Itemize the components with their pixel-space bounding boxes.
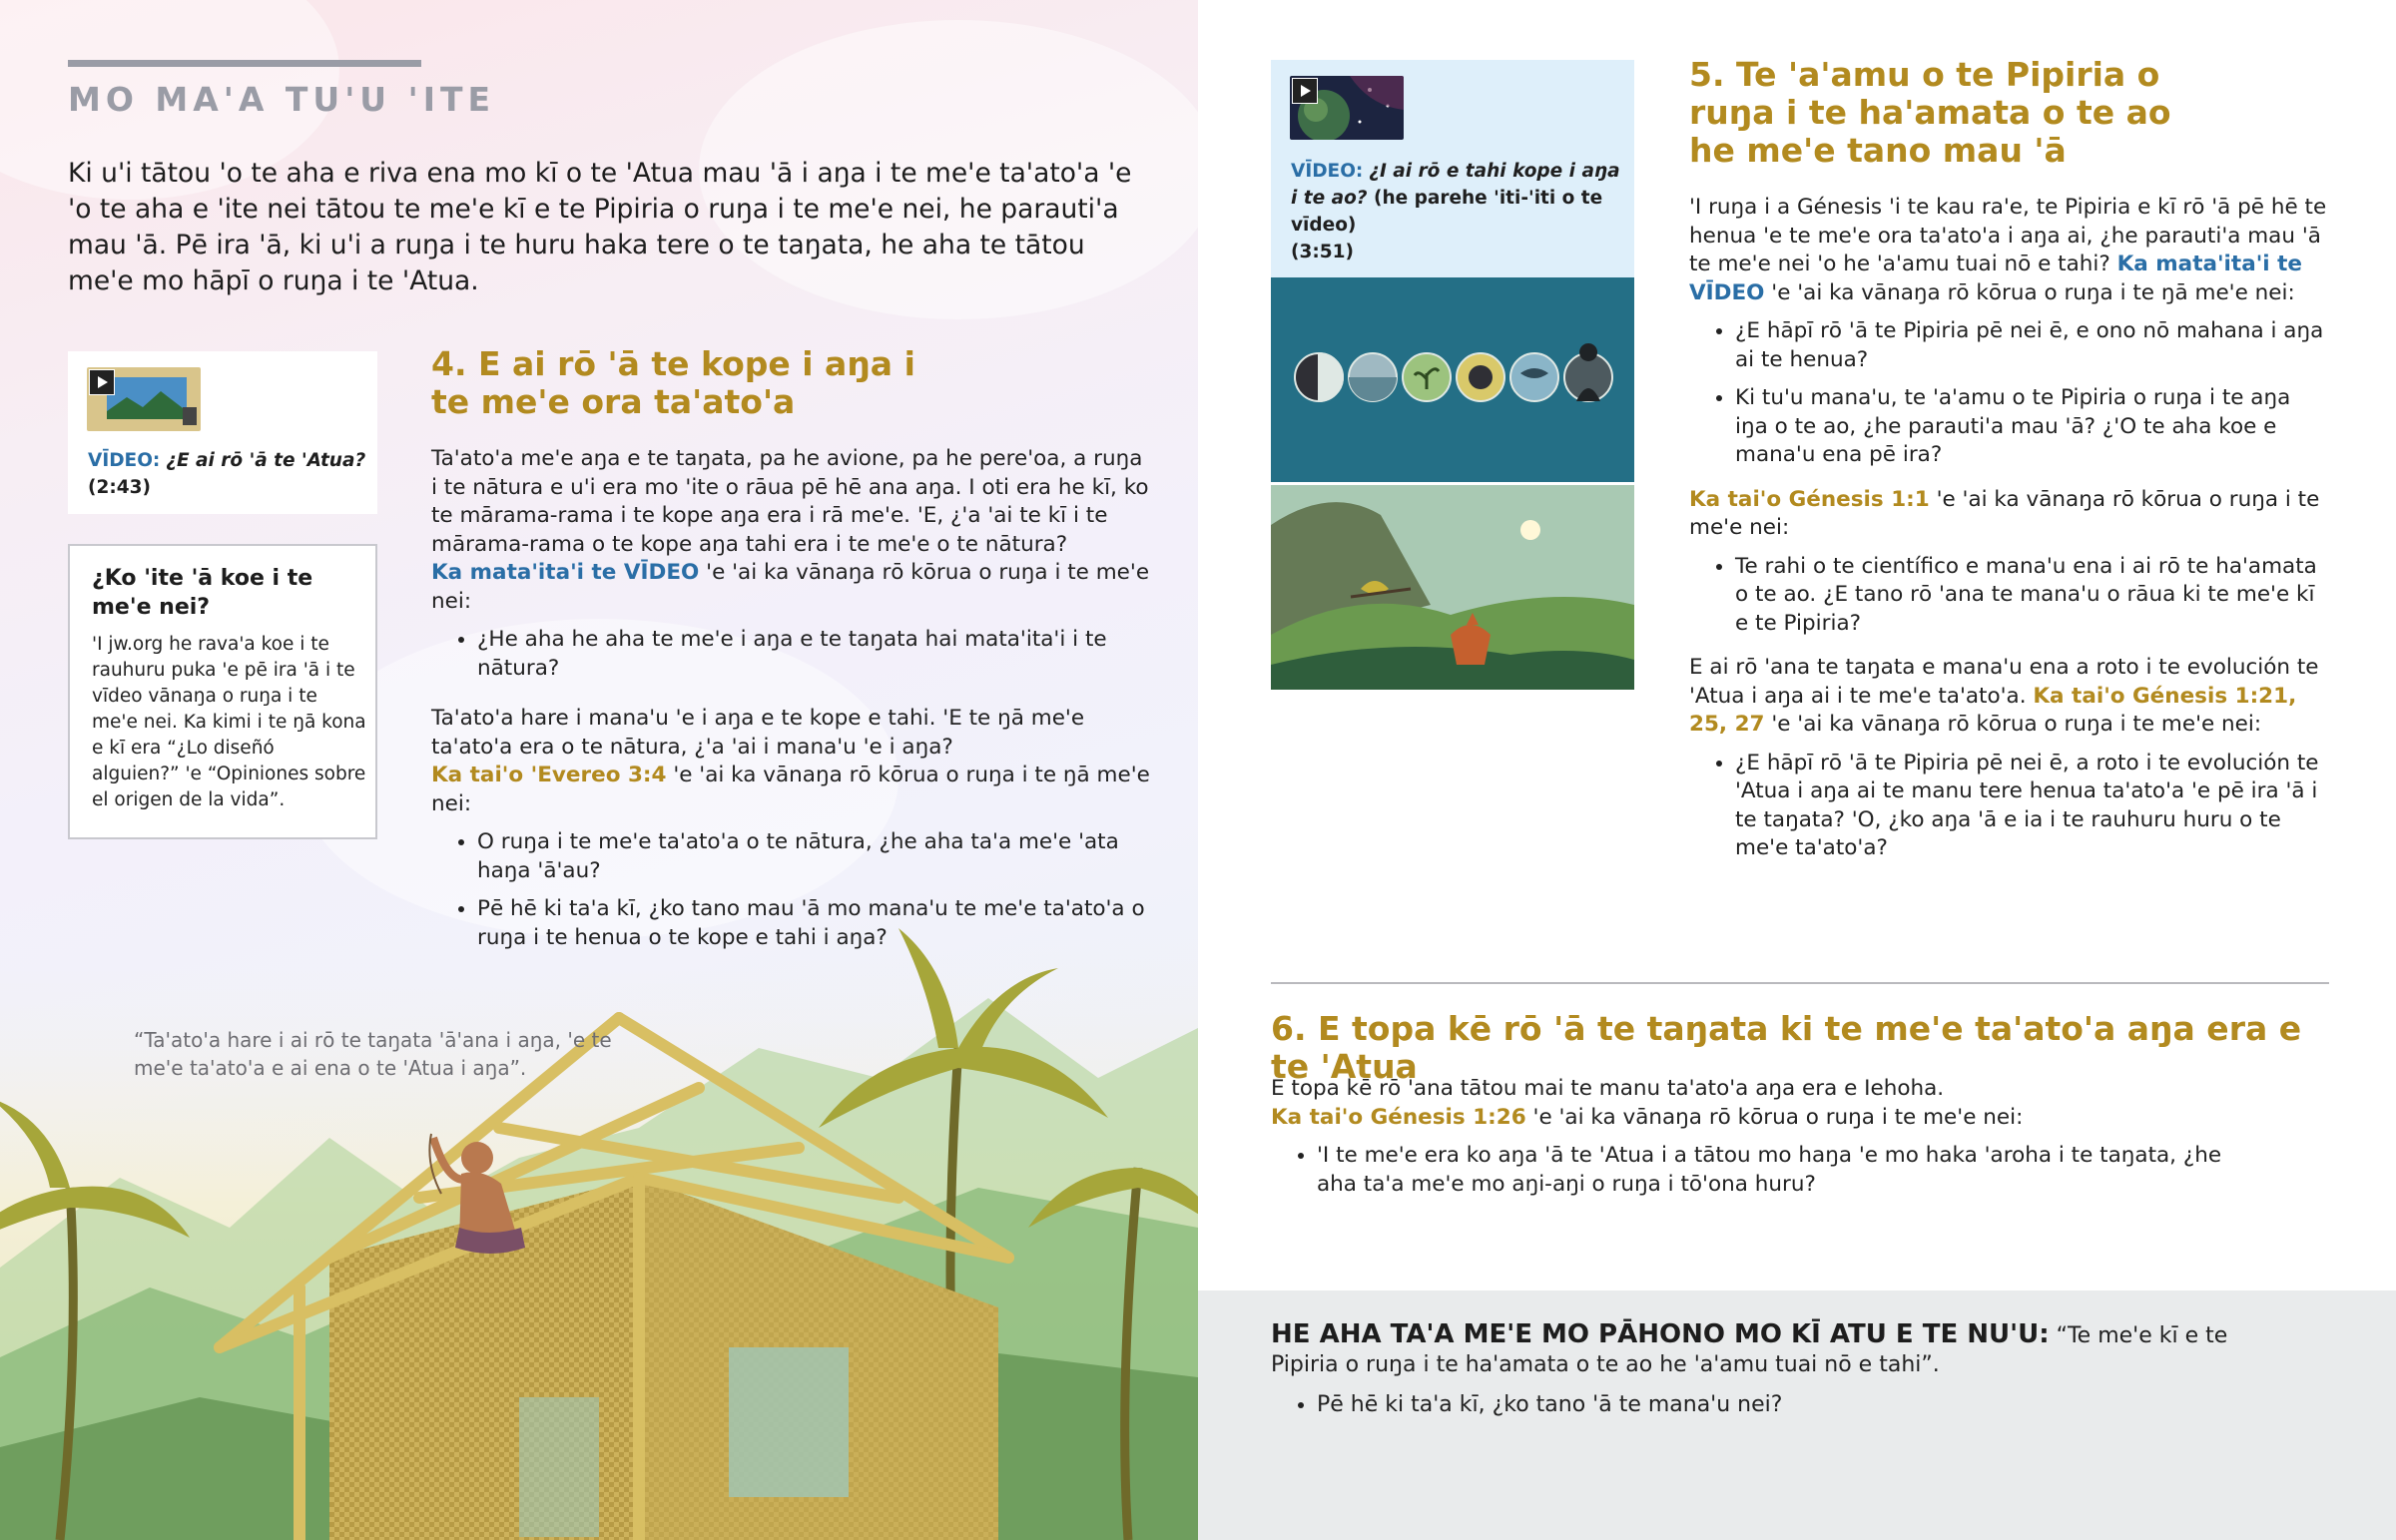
scripture-link-genesis-1-26[interactable]: Ka tai'o Génesis 1:26 [1271,1104,1526,1130]
section-5-paragraph-1-tail: 'e 'ai ka vānaŋa rō kōrua o ruŋa i te ŋā me'e nei: [1764,279,2295,305]
video-title: ¿E ai rō 'ā te 'Atua? [166,450,366,471]
question-item: • O ruŋa i te me'e ta'ato'a o te nātura, ¿he aha ta'a me'e 'ata haŋa 'ā'au? [477,828,1150,885]
watch-video-link[interactable]: Ka mata'ita'i te VĪDEO [431,560,700,585]
section-4-paragraph-2: Ta'ato'a hare i mana'u 'e i aŋa e te kope e tahi. 'E te ŋā me'e ta'ato'a era o te nātura, ¿'a 'ai i mana'u 'e i aŋa? [431,706,1085,760]
question-item: • ¿E hāpī rō 'ā te Pipiria pē nei ē, e ono nō mahana i aŋa ai te henua? [1735,317,2328,374]
section-6-body [1271,1075,2249,1209]
what-would-you-say-box [1198,1290,2396,1540]
question-item: • ¿E hāpī rō 'ā te Pipiria pē nei ē, a roto i te evolución te 'Atua i aŋa ai te manu tere henua ta'ato'a 'e pē ira 'ā i te taŋata? 'O, ¿ko aŋa 'ā e ia i te rauhuru huru o te me'e ta'ato'a? [1735,750,2328,863]
section-5-paragraph-3-tail: 'e 'ai ka vānaŋa rō kōrua o ruŋa i te me'e nei: [1764,712,2262,737]
scripture-link-genesis-1-21[interactable]: Ka tai'o Génesis 1:21, 25, 27 [1689,683,2297,737]
footer-heading: HE AHA TA'A ME'E MO PĀHONO MO KĪ ATU E TE NU'U: [1271,1319,2050,1349]
section-4-questions-1 [431,626,1150,683]
aside-title: ¿Ko 'ite 'ā koe i te me'e nei? [92,566,313,620]
did-you-know-box [68,544,377,839]
video-thumbnail[interactable] [87,367,201,431]
section-4-paragraph-1: Ta'ato'a me'e aŋa e te taŋata, pa he avione, pa he pere'oa, a ruŋa i te nātura e u'i era mo 'ite o rāua pē hē ana aŋa. I oti era he kī, ko te mārama-rama i te kope aŋa era i rā me'e. 'E, ¿'a 'ai te kī i te mārama-rama o te kope aŋa tahi era i te me'e o te nātura? [431,446,1149,557]
section-5-questions-3 [1689,750,2328,863]
video-label [88,447,367,501]
illustration-caption: “Ta'ato'a hare i ai rō te taŋata 'ā'ana i aŋa, 'e te me'e ta'ato'a e ai ena o te 'Atua i aŋa”. [134,1028,612,1080]
video-card-was-universe-created[interactable] [1271,60,1634,277]
footer-text [1271,1320,2279,1420]
section-4-paragraph-2-tail: 'e 'ai ka vānaŋa rō kōrua o ruŋa i te ŋā me'e nei: [431,763,1150,816]
play-icon[interactable] [1292,78,1318,104]
video-tag: VĪDEO: [1291,161,1364,182]
section-5-paragraph-3: E ai rō 'ana te taŋata e mana'u ena a roto i te evolución te 'Atua i aŋa ai i te me'e ta'ato'a. [1689,655,2319,709]
question-item: • ¿He aha he aha te me'e i aŋa e te taŋata hai mata'ita'i i te nātura? [477,626,1150,683]
question-item: • Ki tu'u mana'u, te 'a'amu o te Pipiria o ruŋa i te aŋa iŋa o te ao, ¿he parauti'a mau 'ā? ¿'O te aha koe e mana'u ena pē ira? [1735,384,2328,470]
question-item: • Te rahi o te científico e mana'u ena i ai rō te ha'amata o te ao. ¿E tano rō 'ana te mana'u o rāua ki te me'e kī e te Pipiria? [1735,553,2328,639]
video-thumbnail[interactable] [1290,76,1404,140]
footer-quote: “Te me'e kī e te Pipiria o ruŋa i te ha'amata o te ao he 'a'amu tuai nō e tahi”. [1271,1323,2228,1377]
kicker-rule [68,60,421,67]
aside-body: 'I jw.org he rava'a koe i te rauhuru puka 'e pē ira 'ā i te vīdeo vānaŋa o ruŋa i te me'e nei. Ka kimi i te ŋā kona e kī era “¿Lo diseñó alguien?” 'e “Opiniones sobre el origen de la vida”. [92,634,366,810]
section-6-paragraph-1-tail: 'e 'ai ka vānaŋa rō kōrua o ruŋa i te me'e nei: [1525,1104,2024,1130]
nature-fox-bird-illustration [1271,485,1634,690]
play-icon[interactable] [89,369,115,395]
video-duration: (3:51) [1291,242,1354,262]
section-4-body [431,445,1150,962]
question-item: • 'I te me'e era ko aŋa 'ā te 'Atua i a tātou mo haŋa 'e mo haka 'aroha i te taŋata, ¿he aha ta'a me'e mo aŋi-aŋi o ruŋa i tō'ona huru? [1317,1142,2249,1199]
video-note: (he parehe 'iti-'iti o te vīdeo) [1291,188,1603,236]
video-label [1291,158,1630,265]
question-item: • Pē hē ki ta'a kī, ¿ko tano 'ā te mana'u nei? [1317,1391,2279,1420]
watch-video-link[interactable]: Ka mata'ita'i te VĪDEO [1689,252,2303,305]
section-4-questions-2 [431,828,1150,952]
video-title: ¿I ai rō e tahi kope i aŋa i te ao? [1291,161,1620,209]
video-card-does-god-exist[interactable] [68,351,377,514]
scripture-link-hebrews-3-4[interactable]: Ka tai'o 'Evereo 3:4 [431,763,667,787]
section-4-paragraph-1-tail: 'e 'ai ka vānaŋa rō kōrua o ruŋa i te me'e nei: [431,560,1150,614]
section-5-paragraph-2-tail: 'e 'ai ka vānaŋa rō kōrua o ruŋa i te me'e nei: [1689,486,2320,540]
section-5-questions-2 [1689,553,2328,639]
section-divider [1271,982,2329,984]
video-duration: (2:43) [88,477,151,498]
scripture-link-genesis-1-1[interactable]: Ka tai'o Génesis 1:1 [1689,486,1930,512]
video-tag: VĪDEO: [88,450,161,471]
footer-questions [1271,1391,2279,1420]
section-5-title: 5. Te 'a'amu o te Pipiria o ruŋa i te ha'amata o te ao he me'e tano mau 'ā [1689,55,2171,170]
section-4-title: 4. E ai rō 'ā te kope i aŋa i te me'e ora ta'ato'a [431,344,915,421]
intro-paragraph: Ki u'i tātou 'o te aha e riva ena mo kī o te 'Atua mau 'ā i aŋa i te me'e ta'ato'a 'e 'o te aha e 'ite nei tātou te me'e kī e te Pipiria o ruŋa i te me'e nei, he parauti'a mau 'ā. Pē ira 'ā, ki u'i a ruŋa i te huru haka tere o te taŋata, he aha te tātou me'e mo hāpī o ruŋa i te 'Atua. [68,158,1132,296]
question-item: • Pē hē ki ta'a kī, ¿ko tano mau 'ā mo mana'u te me'e ta'ato'a o ruŋa i te henua o te kope e tahi i aŋa? [477,895,1150,952]
section-5-questions-1 [1689,317,2328,470]
hut-construction-illustration [0,928,1198,1540]
section-6-paragraph-1: E topa kē rō 'ana tātou mai te manu ta'ato'a aŋa era e Iehoha. [1271,1076,1945,1101]
creation-days-icons [1271,277,1634,482]
section-6-title: 6. E topa kē rō 'ā te taŋata ki te me'e ta'ato'a aŋa era e te 'Atua [1271,1009,2302,1086]
kicker-heading: MO MA'A TU'U 'ITE [68,80,496,119]
section-6-questions [1271,1142,2249,1199]
section-5-body [1689,194,2328,873]
section-5-paragraph-1: 'I ruŋa i a Génesis 'i te kau ra'e, te Pipiria e kī rō 'ā pē hē te henua 'e te me'e ora ta'ato'a i aŋa ai, ¿he parauti'a mau 'ā te me'e nei 'o he 'a'amu tuai nō e tahi? [1689,195,2327,276]
